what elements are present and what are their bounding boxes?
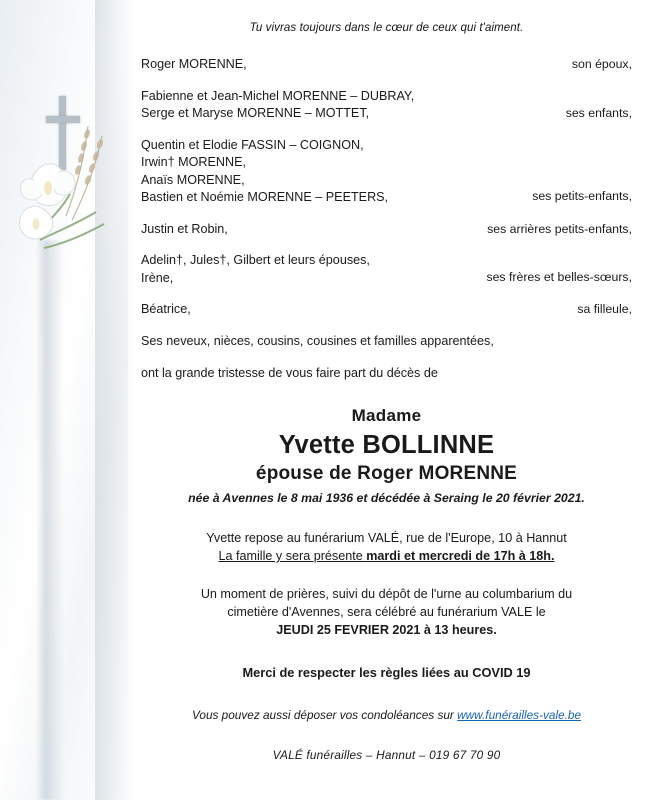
- family-relation: ses enfants,: [565, 105, 632, 120]
- repose-info: [141, 529, 632, 565]
- family-names: [141, 301, 632, 319]
- condolences-link[interactable]: www.funérailles-vale.be: [457, 708, 582, 722]
- family-relation: ses arrières petits-enfants,: [487, 221, 632, 236]
- family-name-line: Irène,: [141, 270, 174, 285]
- repose-presence-prefix: La famille y sera présente: [218, 549, 367, 563]
- ceremony-line-2: cimetière d'Avennes, sera célébré au funérarium VALE le: [227, 605, 546, 619]
- covid-notice: Merci de respecter les règles liées au COVID 19: [242, 665, 531, 680]
- deceased-title: Madame: [351, 406, 422, 425]
- deceased-dates: née à Avennes le 8 mai 1936 et décédée à Seraing le 20 février 2021.: [188, 491, 585, 505]
- family-name-line: Roger MORENNE,: [141, 57, 247, 71]
- band-vertical-streak: [36, 240, 64, 800]
- family-name-line: Ses neveux, nièces, cousins, cousines et familles apparentées,: [141, 333, 494, 348]
- ceremony-line-1: Un moment de prières, suivi du dépôt de l'urne au columbarium du: [200, 587, 573, 601]
- ceremony-datetime: JEUDI 25 FEVRIER 2021 à 13 heures.: [276, 623, 497, 637]
- epigraph: Tu vivras toujours dans le cœur de ceux qui t'aiment.: [249, 22, 524, 34]
- family-name-line: Justin et Robin,: [141, 221, 228, 236]
- family-block: [141, 221, 632, 239]
- family-name-line: Bastien et Noémie MORENNE – PEETERS,: [141, 190, 389, 204]
- family-name-line: Adelin†, Jules†, Gilbert et leurs épouses,: [141, 253, 370, 267]
- condolences-prefix: Vous pouvez aussi déposer vos condoléances sur: [191, 708, 458, 722]
- repose-line-1: Yvette repose au funérarium VALÉ, rue de l'Europe, 10 à Hannut: [206, 531, 567, 545]
- decorative-left-band: [0, 0, 128, 800]
- family-relation: ses frères et belles-sœurs,: [486, 270, 632, 284]
- lily-flower-illustration: [10, 120, 120, 270]
- family-name-line: Serge et Maryse MORENNE – MOTTET,: [141, 106, 370, 120]
- family-name-line: Anaïs MORENNE,: [141, 172, 245, 187]
- deceased-block: [141, 406, 632, 505]
- family-block: [141, 301, 632, 319]
- family-block: [141, 252, 632, 287]
- family-names: [141, 88, 632, 123]
- repose-line-2: [141, 547, 632, 565]
- family-block: [141, 137, 632, 207]
- deceased-name: Yvette BOLLINNE: [278, 431, 495, 459]
- family-name-line: Fabienne et Jean-Michel MORENNE – DUBRAY,: [141, 88, 415, 103]
- ceremony-info: [141, 585, 632, 639]
- memorial-card-content: [128, 0, 654, 800]
- family-relation: son époux,: [571, 57, 632, 71]
- repose-presence-times: mardi et mercredi de 17h à 18h.: [366, 549, 555, 563]
- family-name-line: Quentin et Elodie FASSIN – COIGNON,: [141, 137, 364, 152]
- family-names: [141, 56, 632, 74]
- funeral-home-footer: VALÉ funérailles – Hannut – 019 67 70 90: [272, 748, 501, 762]
- family-block: [141, 88, 632, 123]
- family-relation: sa filleule,: [577, 302, 632, 316]
- family-list: [141, 56, 632, 350]
- family-relation: ses petits-enfants,: [532, 188, 632, 203]
- deceased-spouse: épouse de Roger MORENNE: [255, 463, 518, 484]
- family-names: [141, 333, 632, 351]
- family-block: [141, 333, 632, 351]
- family-block: [141, 56, 632, 74]
- condolences-line: [141, 708, 632, 722]
- family-name-line: Irwin† MORENNE,: [141, 155, 246, 169]
- family-name-line: Béatrice,: [141, 302, 191, 316]
- announcement-statement: ont la grande tristesse de vous faire part du décès de: [141, 366, 438, 380]
